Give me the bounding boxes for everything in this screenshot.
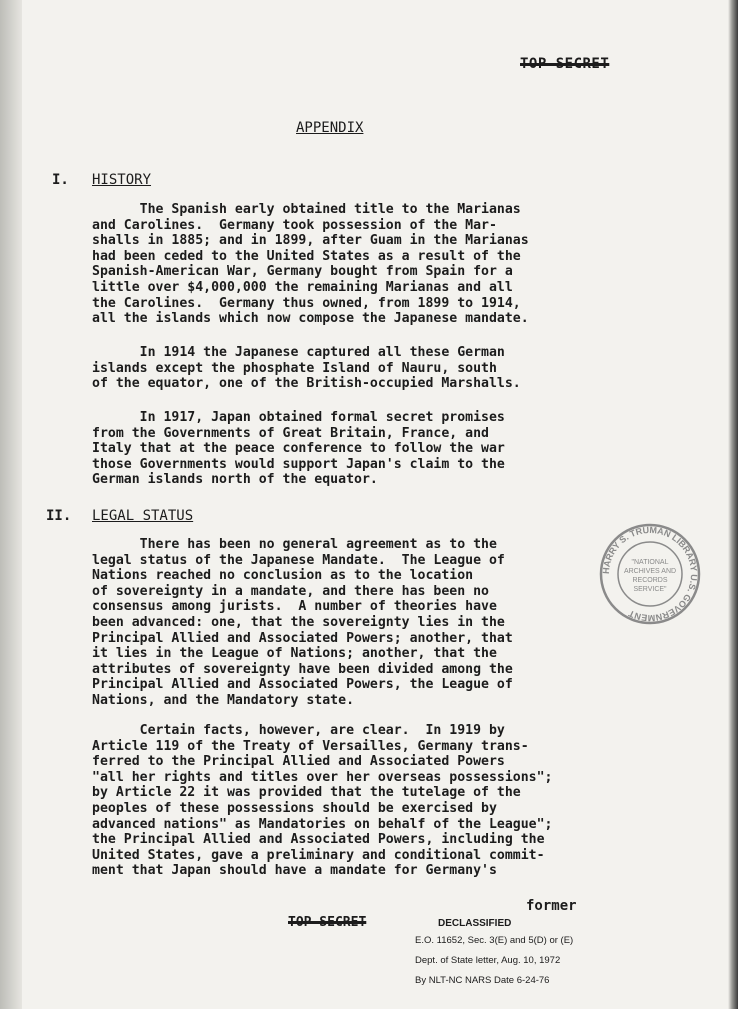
section-1-number: I.	[52, 172, 69, 188]
page-left-edge	[0, 0, 22, 1009]
declassified-signature: By NLT-NC NARS Date 6-24-76	[415, 975, 550, 986]
declassified-authority: E.O. 11652, Sec. 3(E) and 5(D) or (E)	[415, 935, 574, 946]
continuation-word: former	[526, 898, 577, 914]
section-1-title: HISTORY	[92, 172, 152, 188]
section-2-number: II.	[46, 508, 72, 524]
archive-seal-stamp	[598, 522, 702, 626]
top-secret-footer: TOP SECRET	[288, 915, 367, 930]
seal-center-line-4: SERVICE"	[633, 586, 667, 593]
legal-status-paragraph-2: Certain facts, however, are clear. In 1919 by Article 119 of the Treaty of Versailles, Germany trans- ferred to the Principal Allied and Associated Powers "all her rights and titles over her overseas possessions"; by Article 22 it was provided that the tutelage of the peoples of these possessions should be exercised by advanced nations" as Mandatories on behalf of the League"; the Principal Allied and Associated Powers, including the United States, gave a preliminary and conditional commit- ment that Japan should have a mandate for Germany's	[92, 723, 553, 879]
history-paragraph-3: In 1917, Japan obtained formal secret promises from the Governments of Great Britain, France, and Italy that at the peace conference to follow the war those Governments would support Japan's claim to the German islands north of the equator.	[92, 410, 505, 488]
page-title: APPENDIX	[296, 120, 364, 136]
seal-center-line-3: RECORDS	[632, 577, 668, 584]
declassified-letter: Dept. of State letter, Aug. 10, 1972	[415, 955, 561, 966]
history-paragraph-2: In 1914 the Japanese captured all these German islands except the phosphate Island of Nauru, south of the equator, one of the British-occupied Marshalls.	[92, 345, 521, 392]
seal-ring-text: HARRY S. TRUMAN LIBRARY U.S. GOVERNMENT	[600, 524, 700, 624]
page-right-edge	[728, 0, 738, 1009]
seal-center-line-2: ARCHIVES AND	[623, 568, 677, 575]
legal-status-paragraph-1: There has been no general agreement as to the legal status of the Japanese Mandate. The League of Nations reached no conclusion as to the location of sovereignty in a mandate, and there has been no consensus among jurists. A number of theories have been advanced: one, that the sovereignty lies in the Principal Allied and Associated Powers; another, that it lies in the League of Nations; another, that the attributes of sovereignty have been divided among the Principal Allied and Associated Powers, the League of Nations, and the Mandatory state.	[92, 537, 513, 708]
history-paragraph-1: The Spanish early obtained title to the Marianas and Carolines. Germany took possession of the Mar- shalls in 1885; and in 1899, after Guam in the Marianas had been ceded to the United States as a result of the Spanish-American War, Germany bought from Spain for a little over $4,000,000 the remaining Marianas and all the Carolines. Germany thus owned, from 1899 to 1914, all the islands which now compose the Japanese mandate.	[92, 202, 529, 327]
declassified-title: DECLASSIFIED	[438, 918, 512, 929]
top-secret-header: TOP SECRET	[520, 56, 610, 72]
seal-center-line-1: "NATIONAL	[631, 559, 669, 566]
section-2-title: LEGAL STATUS	[92, 508, 194, 524]
